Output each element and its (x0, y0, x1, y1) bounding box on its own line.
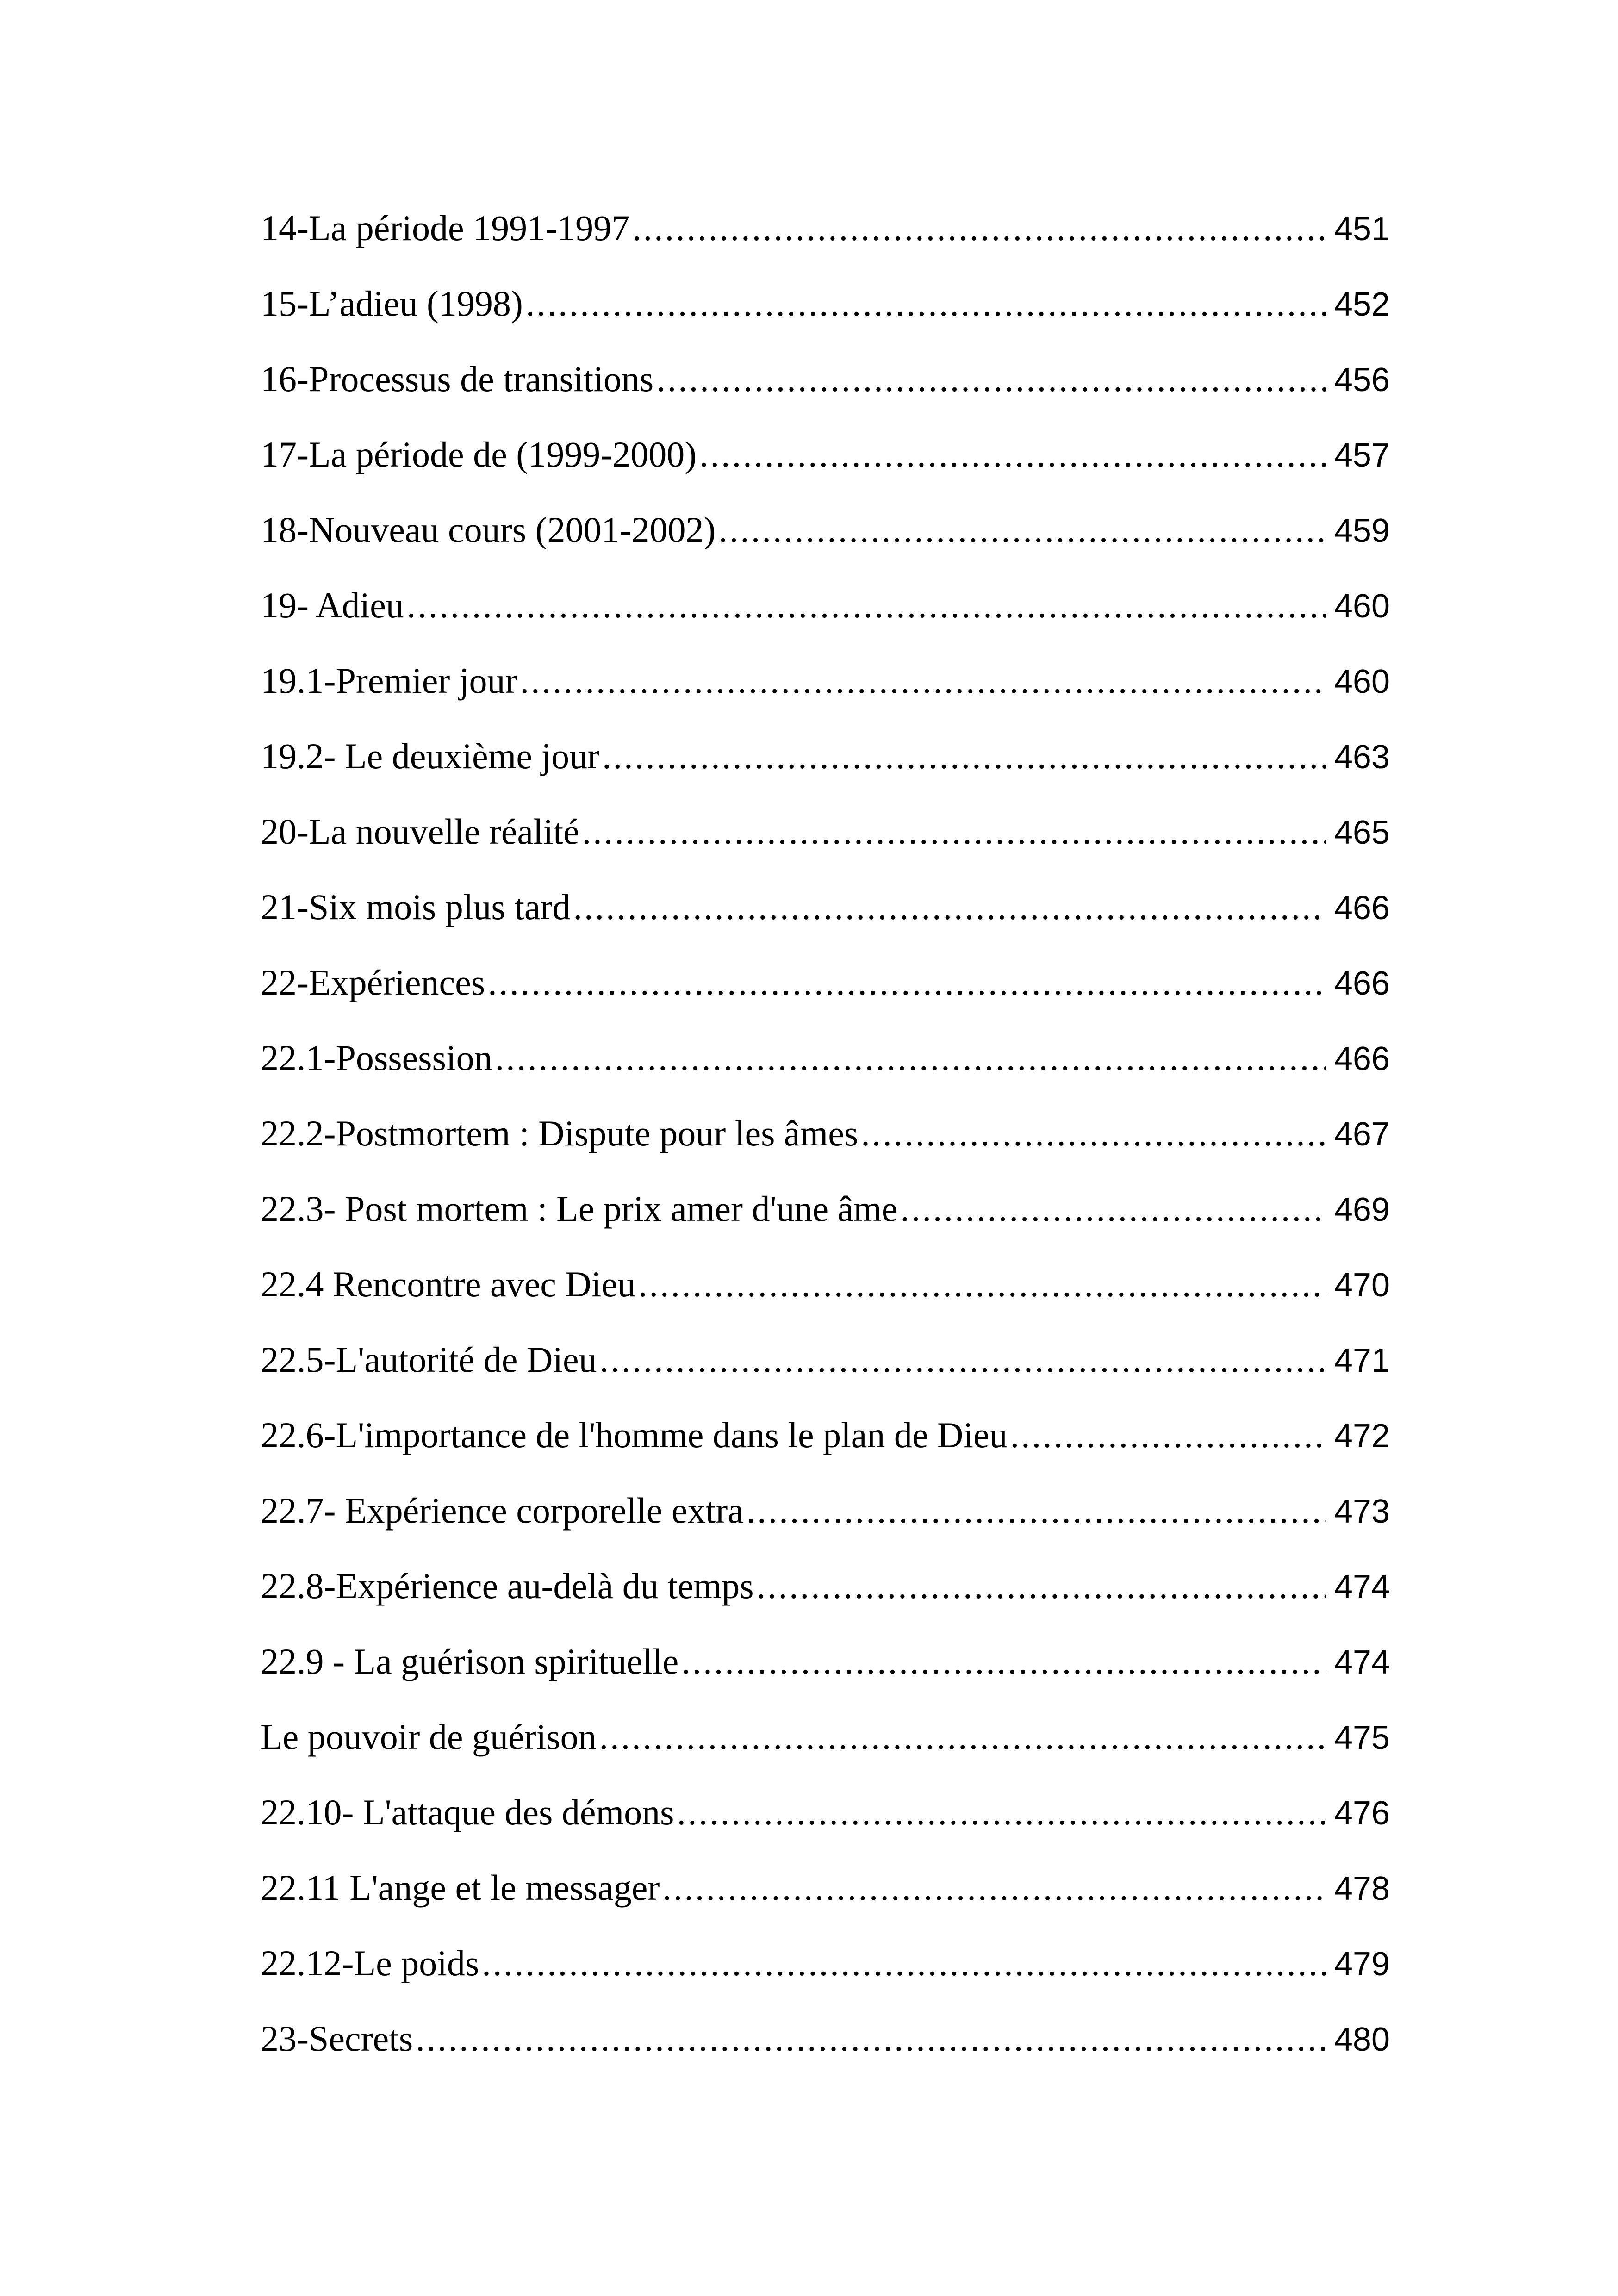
toc-entry-page: 467 (1334, 1116, 1390, 1153)
toc-entry-title: Le pouvoir de guérison (261, 1717, 597, 1757)
toc-dot-leader (495, 1037, 1326, 1079)
toc-dot-leader (582, 811, 1326, 852)
toc-dot-leader (638, 1263, 1326, 1305)
toc-dot-leader (757, 1565, 1326, 1607)
toc-entry-title: 19.1-Premier jour (261, 660, 517, 701)
toc-entry (261, 1490, 1390, 1565)
toc-entry (261, 811, 1390, 886)
toc-entry (261, 585, 1390, 660)
toc-entry-page: 474 (1334, 1568, 1390, 1605)
toc-entry (261, 1565, 1390, 1641)
toc-entry (261, 1792, 1390, 1867)
toc-entry-page: 466 (1334, 1040, 1390, 1077)
toc-dot-leader (602, 735, 1326, 777)
toc-entry-page: 476 (1334, 1795, 1390, 1832)
toc-entry (261, 207, 1390, 283)
toc-entry (261, 660, 1390, 735)
toc-dot-leader (901, 1188, 1326, 1230)
toc-entry (261, 1188, 1390, 1263)
toc-entry-title: 23-Secrets (261, 2018, 413, 2059)
toc-dot-leader (520, 660, 1326, 702)
toc-dot-leader (573, 886, 1326, 928)
toc-entry-title: 22.9 - La guérison spirituelle (261, 1641, 679, 1681)
toc-entry-page: 463 (1334, 739, 1390, 776)
toc-entry (261, 2018, 1390, 2093)
toc-dot-leader (407, 585, 1326, 626)
toc-entry-page: 469 (1334, 1191, 1390, 1228)
toc-entry (261, 1414, 1390, 1490)
toc-entry-title: 22.6-L'importance de l'homme dans le plan de Dieu (261, 1415, 1008, 1455)
toc-dot-leader (1010, 1414, 1326, 1456)
toc-dot-leader (718, 509, 1326, 551)
toc-entry-page: 479 (1334, 1946, 1390, 1983)
toc-entry-page: 466 (1334, 890, 1390, 927)
toc-dot-leader (416, 2018, 1326, 2060)
toc-entry-title: 22.1-Possession (261, 1038, 492, 1078)
toc-dot-leader (699, 434, 1326, 475)
toc-entry-page: 474 (1334, 1644, 1390, 1681)
toc-dot-leader (600, 1339, 1326, 1381)
toc-entry-page: 465 (1334, 814, 1390, 851)
toc-entry-title: 20-La nouvelle réalité (261, 811, 579, 852)
toc-dot-leader (482, 1942, 1326, 1984)
toc-dot-leader (677, 1792, 1326, 1833)
toc-entry (261, 1641, 1390, 1716)
toc-entry-page: 478 (1334, 1870, 1390, 1907)
toc-entry-title: 22.2-Postmortem : Dispute pour les âmes (261, 1113, 859, 1153)
toc-entry-title: 18-Nouveau cours (2001-2002) (261, 510, 716, 550)
toc-entry (261, 509, 1390, 585)
toc-entry-page: 460 (1334, 588, 1390, 625)
toc-entry-title: 22.11 L'ange et le messager (261, 1867, 660, 1908)
toc-entry-page: 456 (1334, 361, 1390, 398)
toc-entry-title: 19- Adieu (261, 585, 404, 625)
toc-entry-page: 471 (1334, 1342, 1390, 1379)
toc-entry (261, 434, 1390, 509)
toc-entry-page: 472 (1334, 1418, 1390, 1455)
toc-entry (261, 962, 1390, 1037)
toc-dot-leader (681, 1641, 1326, 1682)
toc-entry-title: 16-Processus de transitions (261, 359, 654, 399)
toc-dot-leader (656, 358, 1326, 400)
toc-entry-title: 14-La période 1991-1997 (261, 208, 630, 248)
toc-entry (261, 283, 1390, 358)
toc-entry (261, 1867, 1390, 1942)
toc-entry (261, 1339, 1390, 1414)
toc-entry-page: 452 (1334, 286, 1390, 323)
toc-dot-leader (747, 1490, 1326, 1531)
toc-dot-leader (488, 962, 1326, 1003)
toc-entry-title: 22.7- Expérience corporelle extra (261, 1490, 744, 1531)
toc-entry (261, 1263, 1390, 1339)
toc-dot-leader (662, 1867, 1326, 1909)
toc-entry-title: 22.3- Post mortem : Le prix amer d'une âme (261, 1188, 898, 1229)
toc-entry-title: 21-Six mois plus tard (261, 887, 571, 927)
toc-entry-page: 460 (1334, 663, 1390, 700)
toc-entry-page: 459 (1334, 512, 1390, 549)
toc-entry-title: 22.10- L'attaque des démons (261, 1792, 674, 1832)
toc-entry-title: 22.12-Le poids (261, 1943, 479, 1983)
toc-entry-title: 22.5-L'autorité de Dieu (261, 1339, 597, 1380)
toc-entry-page: 451 (1334, 211, 1390, 248)
toc-dot-leader (632, 207, 1326, 249)
toc-dot-leader (861, 1113, 1326, 1154)
toc-entry-title: 15-L’adieu (1998) (261, 283, 523, 324)
toc-entry (261, 735, 1390, 811)
toc-entry-title: 22.8-Expérience au-delà du temps (261, 1566, 754, 1606)
toc-entry-page: 457 (1334, 437, 1390, 474)
toc-entry (261, 358, 1390, 434)
toc-dot-leader (526, 283, 1326, 324)
toc-entry-page: 466 (1334, 965, 1390, 1002)
toc-entry-title: 17-La période de (1999-2000) (261, 434, 697, 474)
toc-entry-page: 480 (1334, 2021, 1390, 2058)
toc-entry-title: 22.4 Rencontre avec Dieu (261, 1264, 636, 1304)
toc-entry (261, 1942, 1390, 2018)
toc-entry-page: 473 (1334, 1493, 1390, 1530)
toc-entry (261, 1716, 1390, 1792)
toc-dot-leader (599, 1716, 1326, 1758)
table-of-contents (261, 207, 1390, 2093)
toc-entry-title: 22-Expériences (261, 962, 485, 1002)
toc-entry-title: 19.2- Le deuxième jour (261, 736, 600, 776)
toc-entry (261, 1037, 1390, 1113)
toc-entry-page: 475 (1334, 1719, 1390, 1756)
toc-entry-page: 470 (1334, 1267, 1390, 1304)
toc-entry (261, 886, 1390, 962)
toc-entry (261, 1113, 1390, 1188)
